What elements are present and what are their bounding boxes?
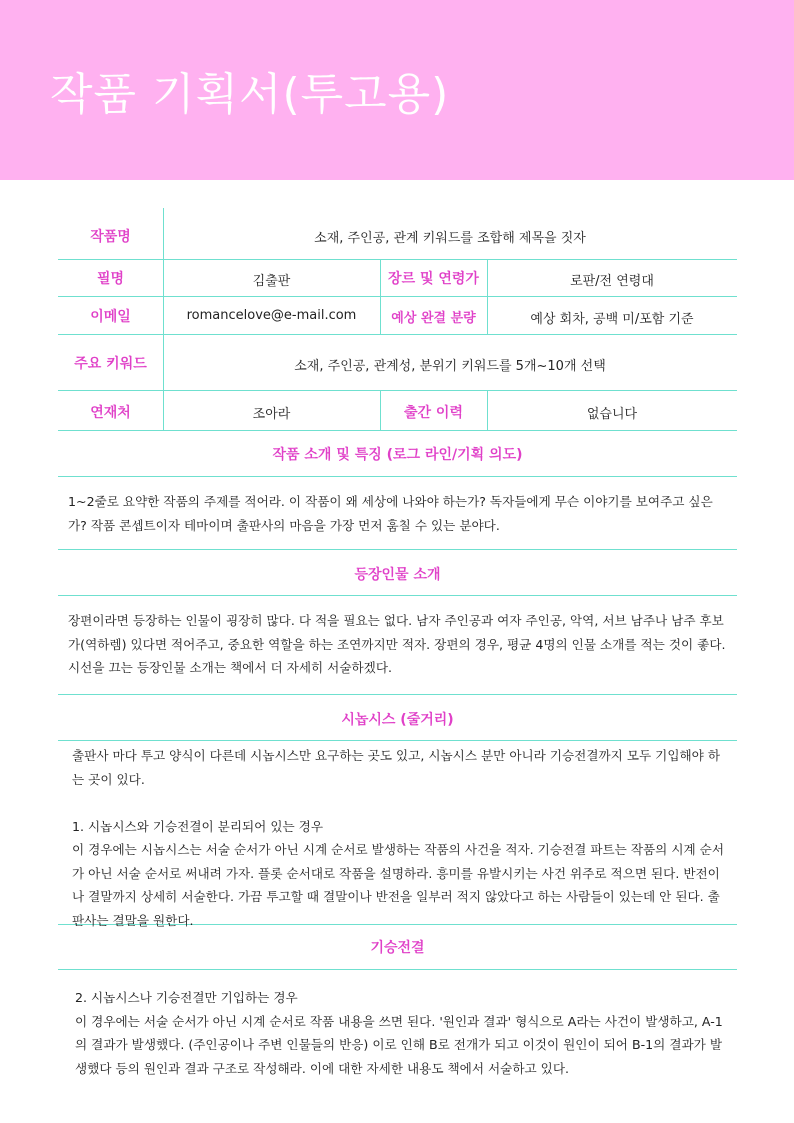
header-banner bbox=[0, 0, 794, 180]
pen-name-label: 필명 bbox=[96, 271, 125, 287]
intro-section-title: 작품 소개 및 특징 (로그 라인/기획 의도) bbox=[272, 447, 523, 463]
section-divider bbox=[58, 740, 737, 741]
synopsis-paragraph: 출판사 마다 투고 양식이 다른데 시놉시스만 요구하는 곳도 있고, 시놉시스 분만 아니라 기승전결까지 모두 기입해야 하는 곳이 있다. bbox=[72, 748, 720, 787]
intro-section-text bbox=[68, 490, 730, 537]
genre-label: 장르 및 연령가 bbox=[388, 271, 479, 287]
table-divider bbox=[58, 296, 737, 297]
intro-paragraph: 1~2줄로 요약한 작품의 주제를 적어라. 이 작품이 왜 세상에 나와야 하는가? 독자들에게 무슨 이야기를 보여주고 싶은가? 작품 콘셉트이자 테마이며 출판사의 마음을 가장 먼저 훔칠 수 있는 분야다. bbox=[68, 494, 713, 533]
table-divider bbox=[58, 259, 737, 260]
table-divider bbox=[58, 430, 737, 431]
structure-section-title: 기승전결 bbox=[370, 940, 425, 956]
length-value: 예상 회차, 공백 미/포함 기준 bbox=[530, 312, 694, 327]
synopsis-case-paragraph: 이 경우에는 시놉시스는 서술 순서가 아닌 시계 순서로 발생하는 작품의 사건을 적자. 기승전결 파트는 작품의 시계 순서가 아닌 서술 순서로 써내려 가자. 플롯 순서대로 작품을 설명하라. 흥미를 유발시키는 사건 위주로 적으면 된다. 반전이나 결말까지 상세히 서술한다. 가끔 투고할 때 결말이나 반전을 일부러 적지 않았다고 하는 사람들이 있는데 안 된다. 출판사는 결말을 원한다. bbox=[72, 842, 725, 928]
pen-name-value: 김출판 bbox=[252, 274, 291, 289]
serial-platform-label: 연재처 bbox=[90, 405, 131, 421]
characters-paragraph: 장편이라면 등장하는 인물이 굉장히 많다. 다 적을 필요는 없다. 남자 주인공과 여자 주인공, 악역, 서브 남주나 남주 후보가(역하렘) 있다면 적어주고, 중요한 역할을 하는 조연까지만 적자. 장편의 경우, 평균 4명의 인물 소개를 적는 것이 좋다. 시선을 끄는 등장인물 소개는 책에서 더 자세히 서술하겠다. bbox=[68, 613, 726, 675]
work-title-value: 소재, 주인공, 관계 키워드를 조합해 제목을 짓자 bbox=[314, 231, 586, 246]
synopsis-section-title: 시놉시스 (줄거리) bbox=[341, 712, 454, 728]
synopsis-subheading: 1. 시놉시스와 기승전결이 분리되어 있는 경우 bbox=[72, 818, 324, 834]
page-title: 작품 기획서(투고용) bbox=[50, 69, 450, 120]
section-divider bbox=[58, 595, 737, 596]
structure-paragraph: 이 경우에는 서술 순서가 아닌 시계 순서로 작품 내용을 쓰면 된다. '원인과 결과' 형식으로 A라는 사건이 발생하고, A-1의 결과가 발생했다. (주인공이나 주변 인물들의 반응) 이로 인해 B로 전개가 되고 이것이 원인이 되어 B-1의 결과가 발생했다 등의 원인과 결과 구조로 작성해라. 이에 대한 자세한 내용도 책에서 서술하고 있다. bbox=[75, 1013, 723, 1076]
section-divider bbox=[58, 476, 737, 477]
section-divider bbox=[58, 969, 737, 970]
characters-section-text bbox=[68, 609, 730, 680]
keyword-value: 소재, 주인공, 관계성, 분위기 키워드를 5개~10개 선택 bbox=[294, 359, 606, 374]
table-divider bbox=[58, 334, 737, 335]
section-divider bbox=[58, 694, 737, 695]
keyword-label: 주요 키워드 bbox=[74, 356, 147, 372]
work-title-label: 작품명 bbox=[90, 229, 131, 245]
table-divider bbox=[58, 390, 737, 391]
structure-section-text bbox=[75, 986, 731, 1080]
serial-platform-value: 조아라 bbox=[252, 407, 291, 422]
email-label: 이메일 bbox=[90, 309, 131, 325]
synopsis-section-text bbox=[72, 744, 728, 932]
section-divider bbox=[58, 549, 737, 550]
publication-history-value: 없습니다 bbox=[586, 407, 638, 422]
length-label: 예상 완결 분량 bbox=[391, 311, 476, 326]
genre-value: 로판/전 연령대 bbox=[570, 274, 654, 289]
characters-section-title: 등장인물 소개 bbox=[354, 567, 441, 583]
publication-history-label: 출간 이력 bbox=[404, 405, 463, 421]
email-value: romancelove@e-mail.com bbox=[186, 308, 357, 323]
structure-subheading: 2. 시놉시스나 기승전결만 기입하는 경우 bbox=[75, 990, 298, 1005]
